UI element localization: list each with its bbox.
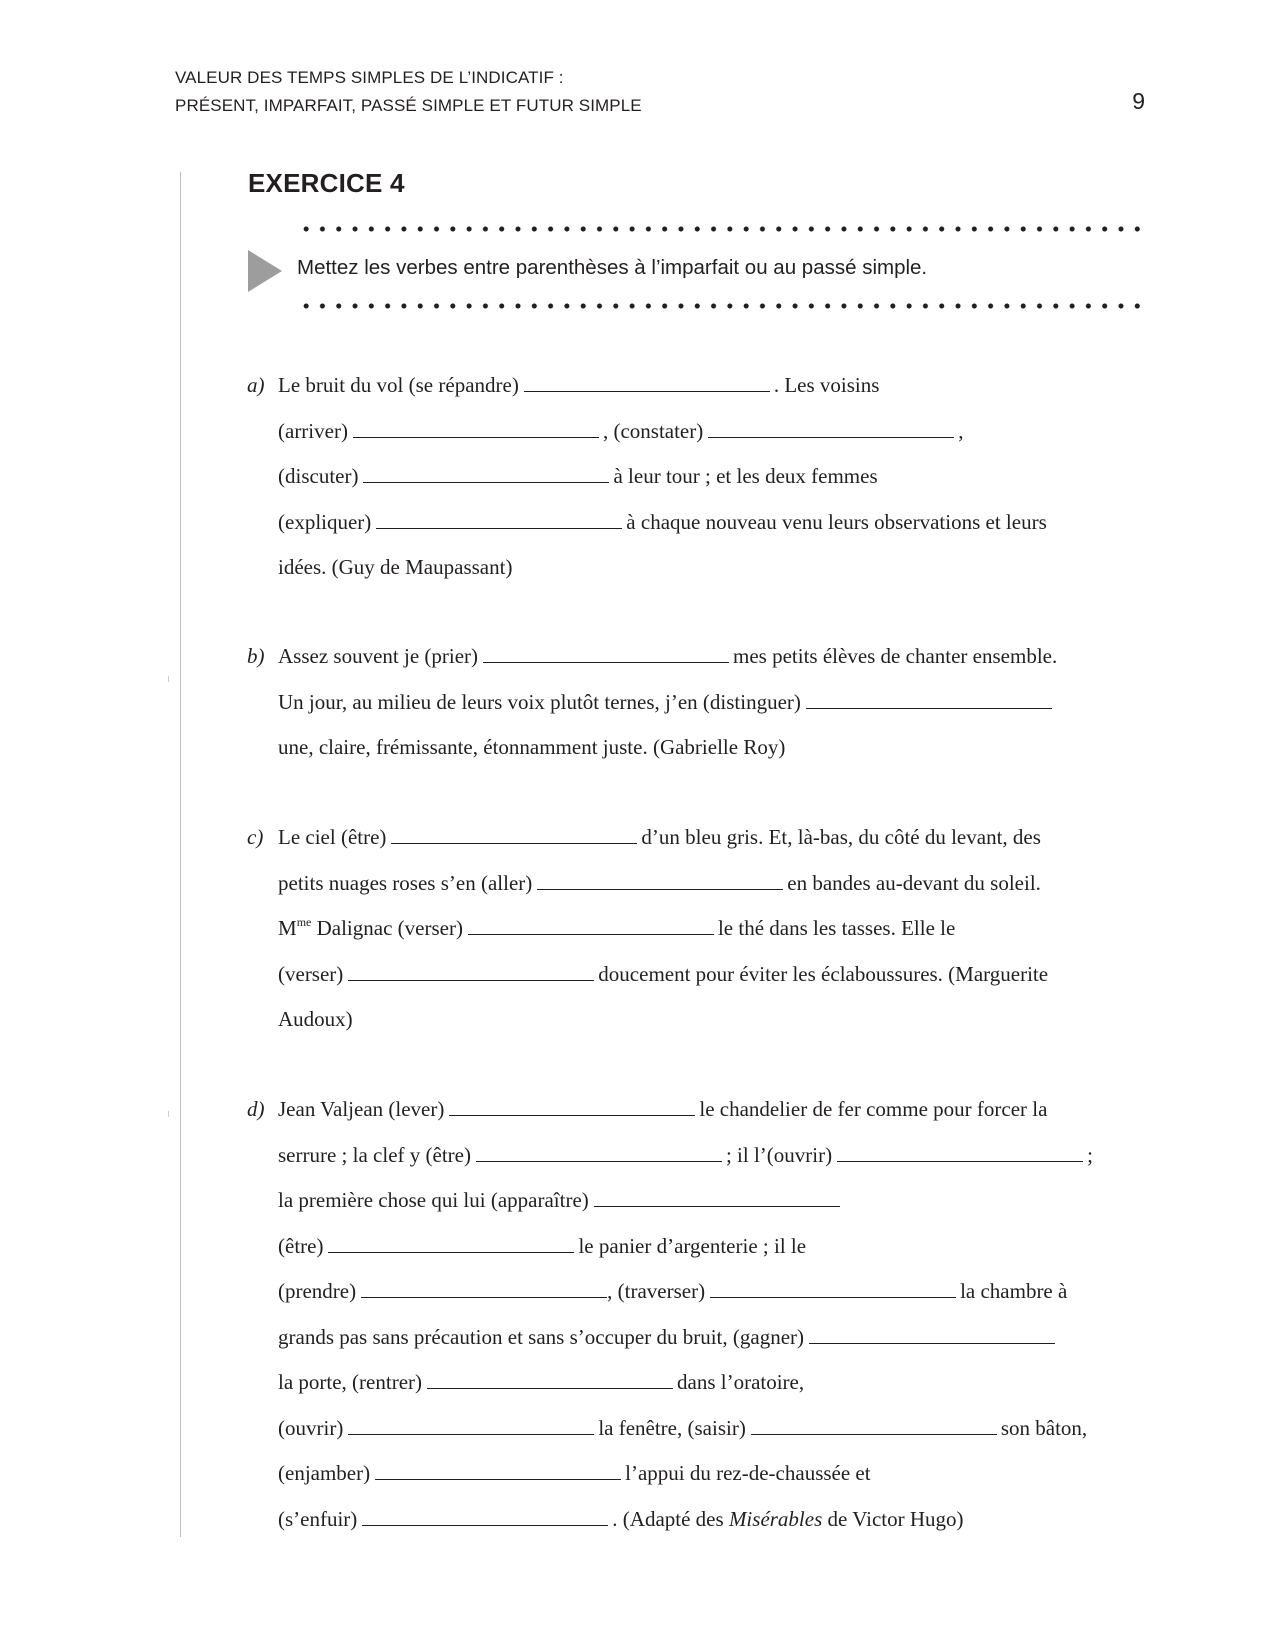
- item-text: ; il l’(ouvrir): [725, 1142, 833, 1167]
- item-text: (ouvrir): [278, 1415, 344, 1440]
- running-header: [175, 64, 1145, 120]
- item-text: la porte, (rentrer): [278, 1370, 422, 1394]
- answer-blank[interactable]: [375, 1457, 621, 1480]
- exercise-instruction: Mettez les verbes entre parenthèses à l’imparfait ou au passé simple.: [297, 256, 928, 279]
- item-text: le panier d’argenterie ; il le: [578, 1233, 807, 1258]
- answer-blank[interactable]: [391, 821, 637, 844]
- item-text: (discuter): [278, 464, 359, 488]
- item-text: dans l’oratoire,: [677, 1370, 805, 1394]
- item-text: , (constater): [602, 418, 704, 443]
- page-number: 9: [1132, 88, 1145, 114]
- item-text: (enjamber): [278, 1461, 371, 1485]
- item-text: petits nuages roses s’en (aller): [278, 870, 533, 895]
- item-letter: b): [247, 644, 265, 668]
- item-text: Le ciel (être): [278, 825, 387, 849]
- item-text: doucement pour éviter les éclaboussures. (Marguerite: [598, 961, 1049, 986]
- answer-blank[interactable]: [751, 1412, 997, 1435]
- answer-blank[interactable]: [809, 1321, 1055, 1344]
- item-letter: d): [247, 1097, 265, 1121]
- item-text: , (traverser): [607, 1279, 706, 1303]
- item-text: Assez souvent je (prier): [278, 644, 479, 668]
- answer-blank[interactable]: [362, 1503, 608, 1526]
- item-text: Jean Valjean (lever): [278, 1097, 445, 1121]
- item-text: le thé dans les tasses. Elle le: [717, 916, 956, 940]
- dotted-separator-top: [298, 226, 1144, 232]
- item-text: Dalignac (verser): [316, 916, 463, 940]
- item-text: la fenêtre, (saisir): [598, 1415, 746, 1440]
- answer-blank[interactable]: [524, 369, 770, 392]
- item-text: ;: [1087, 1142, 1093, 1167]
- superscript-text: me: [296, 915, 312, 929]
- answer-blank[interactable]: [537, 867, 783, 890]
- item-text: (être): [278, 1233, 324, 1258]
- item-text: (arriver): [278, 418, 348, 443]
- item-text: la chambre à: [960, 1279, 1068, 1303]
- item-text: (s’enfuir): [278, 1506, 358, 1531]
- item-text: (expliquer): [278, 509, 372, 534]
- answer-blank[interactable]: [710, 1275, 956, 1298]
- answer-blank[interactable]: [468, 912, 714, 935]
- item-text: Le bruit du vol (se répandre): [278, 373, 519, 397]
- dotted-separator-bottom: [298, 303, 1144, 309]
- item-text: Audoux): [278, 1007, 353, 1031]
- item-text: . Les voisins: [773, 373, 880, 397]
- item-letter: a): [247, 373, 265, 397]
- answer-blank[interactable]: [483, 640, 729, 663]
- item-text: Un jour, au milieu de leurs voix plutôt ternes, j’en (distinguer): [278, 689, 801, 714]
- item-text: à leur tour ; et les deux femmes: [613, 464, 878, 488]
- margin-tick: [168, 1111, 169, 1117]
- item-text: de Victor Hugo): [827, 1506, 964, 1531]
- item-text: d’un bleu gris. Et, là-bas, du côté du levant, des: [641, 825, 1041, 849]
- play-arrow-icon: [248, 250, 282, 292]
- book-title: Misérables: [728, 1506, 823, 1531]
- item-text: M: [278, 916, 297, 940]
- answer-blank[interactable]: [594, 1184, 840, 1207]
- answer-blank[interactable]: [837, 1139, 1083, 1162]
- item-text: . (Adapté des: [612, 1506, 724, 1531]
- answer-blank[interactable]: [363, 460, 609, 483]
- item-text: idées. (Guy de Maupassant): [278, 555, 513, 579]
- item-text: l’appui du rez-de-chaussée et: [625, 1461, 871, 1485]
- answer-blank[interactable]: [361, 1275, 607, 1298]
- item-text: mes petits élèves de chanter ensemble.: [733, 644, 1058, 668]
- answer-blank[interactable]: [806, 686, 1052, 709]
- answer-blank[interactable]: [348, 1412, 594, 1435]
- item-text: (verser): [278, 961, 344, 986]
- answer-blank[interactable]: [348, 958, 594, 981]
- item-text: son bâton,: [1000, 1415, 1088, 1440]
- exercise-title: EXERCICE 4: [248, 168, 405, 198]
- answer-blank[interactable]: [476, 1139, 722, 1162]
- item-text: (prendre): [278, 1279, 357, 1303]
- item-text: grands pas sans précaution et sans s’occuper du bruit, (gagner): [278, 1324, 804, 1349]
- item-letter: c): [247, 825, 264, 849]
- item-text: une, claire, frémissante, étonnamment juste. (Gabrielle Roy): [278, 735, 786, 759]
- answer-blank[interactable]: [449, 1093, 695, 1116]
- header-line-2: PRÉSENT, IMPARFAIT, PASSÉ SIMPLE ET FUTUR SIMPLE: [175, 96, 642, 115]
- answer-blank[interactable]: [427, 1366, 673, 1389]
- item-text: le chandelier de fer comme pour forcer la: [699, 1097, 1048, 1121]
- item-text: en bandes au-devant du soleil.: [787, 870, 1041, 895]
- answer-blank[interactable]: [353, 415, 599, 438]
- answer-blank[interactable]: [376, 506, 622, 529]
- item-text: à chaque nouveau venu leurs observations et leurs: [626, 509, 1047, 534]
- item-text: la première chose qui lui (apparaître): [278, 1188, 589, 1212]
- answer-blank[interactable]: [708, 415, 954, 438]
- margin-tick: [168, 676, 169, 682]
- header-line-1: VALEUR DES TEMPS SIMPLES DE L’INDICATIF :: [175, 68, 564, 87]
- answer-blank[interactable]: [328, 1230, 574, 1253]
- item-text: serrure ; la clef y (être): [278, 1142, 471, 1167]
- item-text: ,: [958, 418, 964, 443]
- margin-rule: [180, 172, 181, 1537]
